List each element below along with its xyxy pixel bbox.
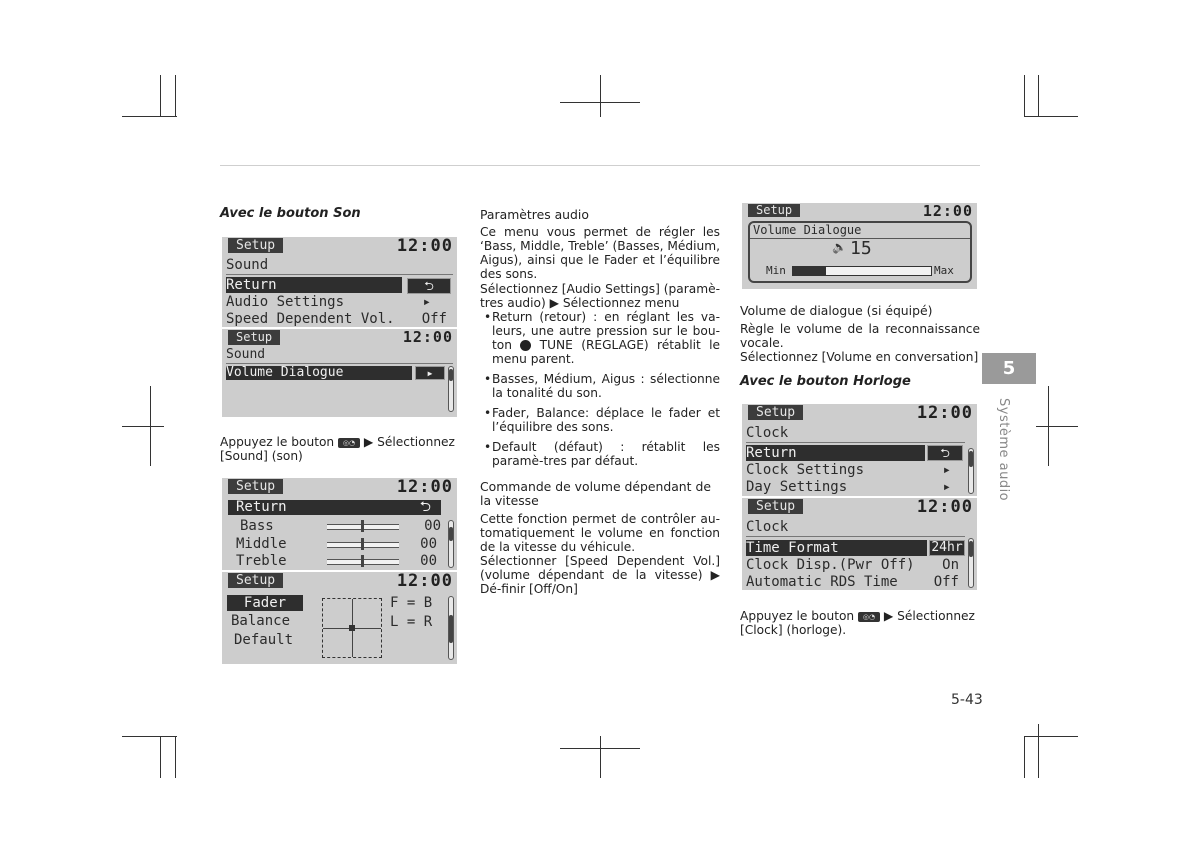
lcd-clock-settings [742, 498, 977, 590]
bullet-text: Default (défaut) : rétablit les paramè-tres par défaut. [492, 440, 720, 468]
crop-mark [160, 75, 161, 117]
lcd-header [742, 404, 977, 421]
menu-item-value[interactable]: 24hr [929, 540, 965, 556]
menu-item-label: Return [236, 499, 287, 515]
crop-mark [1024, 75, 1025, 117]
menu-item-value: On [942, 557, 959, 573]
lcd-header [742, 203, 977, 220]
section-title-speed-volume: Commande de volume dépendant de la vitesse [480, 479, 711, 508]
menu-item-label: Return [746, 445, 797, 461]
caption-text: ▶ Sélectionnez [363, 435, 455, 449]
bullet-dot: • [484, 372, 492, 386]
menu-item-clock-settings[interactable] [746, 462, 959, 478]
lcd-sound-volume-dialogue [222, 329, 457, 417]
menu-title: Sound [226, 347, 266, 362]
bass-slider[interactable] [327, 524, 399, 530]
menu-item-label: Clock Disp.(Pwr Off) [746, 557, 915, 573]
menu-item-clock-disp[interactable] [746, 557, 959, 573]
menu-title: Sound [226, 257, 269, 273]
paragraph: Sélectionnez [Volume en conversation] [740, 350, 979, 364]
scroll-thumb[interactable] [449, 615, 453, 643]
scrollbar[interactable] [968, 448, 974, 494]
lcd-header [222, 478, 457, 495]
menu-item-label: Return [226, 277, 277, 293]
page-number: 5-43 [951, 692, 983, 708]
crop-mark [175, 75, 176, 117]
setup-tag: Setup [228, 479, 283, 494]
menu-item-label: Automatic RDS Time [746, 574, 898, 590]
tone-value: 00 [420, 553, 437, 569]
return-icon[interactable]: ⮌ [927, 445, 963, 461]
sound-button-icon: ◎◔ [338, 438, 360, 448]
arrow-right-icon: ▸ [942, 462, 951, 478]
return-icon: ⮌ [419, 499, 431, 515]
menu-item-return[interactable] [226, 277, 402, 293]
divider [226, 363, 453, 364]
return-icon[interactable]: ⮌ [407, 278, 451, 294]
tone-label: Bass [240, 518, 274, 534]
divider [746, 442, 965, 443]
menu-item-return[interactable] [228, 500, 441, 515]
tune-label: TUNE [539, 338, 573, 352]
clock-display: 12:00 [922, 203, 973, 220]
crop-mark [122, 426, 164, 427]
caption-text: Appuyez le bouton [220, 435, 335, 449]
menu-item-balance[interactable] [231, 613, 290, 629]
menu-item-fader[interactable] [227, 595, 303, 611]
bullet-dot: • [484, 310, 492, 324]
panel-title: Volume Dialogue [753, 223, 862, 237]
caption-text: ▶ Sélectionnez [883, 609, 975, 623]
section-heading-clock: Avec le bouton Horloge [740, 374, 911, 389]
menu-item-label: Volume Dialogue [226, 365, 344, 380]
lcd-header [222, 572, 457, 589]
crop-mark [1024, 736, 1078, 737]
menu-title: Clock [746, 519, 789, 535]
bullet-return [480, 310, 720, 366]
tone-value: 00 [424, 518, 441, 534]
bullet-text: (REGLAGE) rétablit le menu parent. [492, 338, 720, 366]
volume-panel [748, 221, 972, 283]
lcd-sound-menu [222, 237, 457, 327]
divider [746, 536, 965, 537]
crop-mark [600, 736, 601, 778]
paragraph: Règle le volume de la reconnaissance vocale. [740, 322, 980, 350]
menu-item-volume-dialogue[interactable] [226, 366, 412, 380]
crop-mark [122, 736, 177, 737]
tune-knob-icon [520, 340, 531, 351]
section-title-voice-volume: Volume de dialogue (si équipé) [740, 303, 933, 318]
menu-item-value: Off [421, 311, 447, 327]
menu-item-label: Time Format [746, 540, 839, 556]
paragraph: Sélectionner [Speed Dependent Vol.] (volume dépendant de la vitesse) ▶ Dé-finir [Off/On] [480, 554, 720, 596]
menu-item-speed-dependent-vol[interactable] [226, 311, 451, 327]
lcd-volume-dialogue [742, 203, 977, 289]
menu-item-label: Balance [231, 613, 291, 629]
scrollbar[interactable] [448, 366, 454, 412]
section-title-audio-params: Paramètres audio [480, 207, 589, 222]
menu-item-audio-settings[interactable] [226, 294, 439, 310]
menu-item-label: Fader [243, 595, 287, 611]
scroll-thumb[interactable] [969, 541, 973, 557]
menu-item-default[interactable] [234, 632, 293, 648]
crop-mark [1024, 736, 1025, 778]
crop-mark [122, 116, 177, 117]
scroll-thumb[interactable] [449, 527, 453, 541]
lcd-header [742, 498, 977, 515]
scroll-thumb[interactable] [449, 369, 453, 381]
bullet-bass [480, 372, 720, 400]
scroll-thumb[interactable] [969, 451, 973, 467]
setup-tag: Setup [748, 405, 803, 420]
menu-item-time-format[interactable] [746, 540, 927, 556]
crop-mark [600, 75, 601, 117]
clock-display: 12:00 [396, 478, 453, 497]
crop-mark [1024, 116, 1078, 117]
chapter-tab: 5 [982, 353, 1036, 384]
crop-mark [1038, 75, 1039, 117]
arrow-right-icon: ▸ [422, 294, 431, 310]
crop-mark [160, 736, 161, 778]
crop-mark [560, 102, 640, 103]
crop-mark [1036, 426, 1078, 427]
crop-mark [560, 748, 640, 749]
slider-knob[interactable] [361, 520, 364, 532]
lcd-fader-balance [222, 572, 457, 664]
caption-text: [Clock] (horloge). [740, 623, 847, 637]
setup-tag: Setup [748, 204, 800, 217]
paragraph: Sélectionnez [Audio Settings] (paramè-tres audio) ▶ Sélectionnez menu [480, 282, 720, 310]
volume-fill [793, 267, 826, 275]
menu-item-label: Clock Settings [746, 462, 865, 478]
slider-knob[interactable] [361, 555, 364, 567]
menu-item-automatic-rds-time[interactable] [746, 574, 959, 590]
bullet-default [480, 440, 720, 468]
clock-display: 12:00 [402, 329, 453, 346]
setup-tag: Setup [228, 573, 283, 588]
tone-value: 00 [420, 536, 437, 552]
position-marker [349, 625, 355, 631]
bullet-text [492, 310, 720, 366]
speaker-icon: 🔈 [832, 240, 847, 254]
tone-label: Middle [236, 536, 287, 552]
section-heading-sound: Avec le bouton Son [220, 206, 361, 221]
arrow-right-icon: ▸ [942, 479, 951, 495]
menu-item-return[interactable] [746, 445, 925, 461]
paragraph: Ce menu vous permet de régler les ‘Bass, Middle, Treble’ (Basses, Médium, Aigus), ainsi que le Fader et l’équilibre des sons. [480, 225, 720, 281]
arrow-right-icon[interactable]: ▸ [415, 366, 445, 380]
caption-text: [Sound] (son) [220, 449, 303, 463]
menu-item-label: Audio Settings [226, 294, 345, 310]
caption-clock [740, 609, 985, 637]
balance-readout: L = R [390, 614, 433, 630]
menu-item-label: Speed Dependent Vol. [226, 311, 395, 327]
bullet-fader [480, 406, 720, 434]
treble-slider[interactable] [327, 559, 399, 565]
bullet-text: Return (retour) : en réglant les va-leurs, une autre pression sur le bou-ton [492, 310, 720, 352]
menu-title: Clock [746, 425, 789, 441]
clock-display: 12:00 [916, 498, 973, 517]
lcd-header [222, 329, 457, 346]
caption-sound [220, 435, 460, 463]
caption-text: Appuyez le bouton [740, 609, 855, 623]
crop-mark [1038, 724, 1039, 778]
max-label: Max [934, 264, 954, 277]
lcd-clock-menu [742, 404, 977, 496]
clock-button-icon: ◎◔ [858, 612, 880, 622]
clock-display: 12:00 [396, 572, 453, 591]
clock-display: 12:00 [396, 237, 453, 256]
menu-item-day-settings[interactable] [746, 479, 959, 495]
crop-mark [175, 736, 176, 778]
scrollbar[interactable] [448, 596, 454, 660]
lcd-header [222, 237, 457, 254]
scrollbar[interactable] [968, 538, 974, 588]
setup-tag: Setup [748, 499, 803, 514]
volume-bar[interactable] [792, 266, 932, 276]
bullet-dot: • [484, 440, 492, 454]
slider-knob[interactable] [361, 538, 364, 550]
setup-tag: Setup [228, 238, 283, 253]
bullet-dot: • [484, 406, 492, 420]
chapter-side-title: Système audio [996, 398, 1011, 502]
menu-item-label: Default [234, 632, 294, 648]
menu-item-label: Day Settings [746, 479, 848, 495]
tone-label: Treble [236, 553, 287, 569]
header-rule [220, 165, 980, 166]
volume-value: 15 [850, 238, 872, 259]
bullet-text: Basses, Médium, Aigus : sélectionne la tonalité du son. [492, 372, 720, 400]
fader-balance-grid[interactable] [322, 598, 382, 658]
bullet-text: Fader, Balance: déplace le fader et l’équilibre des sons. [492, 406, 720, 434]
paragraph: Cette fonction permet de contrôler au-tomatiquement le volume en fonction de la vitesse du véhicule. [480, 512, 720, 554]
middle-slider[interactable] [327, 542, 399, 548]
min-label: Min [766, 264, 786, 277]
lcd-tone-settings [222, 478, 457, 570]
clock-display: 12:00 [916, 404, 973, 423]
fader-readout: F = B [390, 595, 433, 611]
setup-tag: Setup [228, 330, 280, 345]
menu-item-value: Off [933, 574, 959, 590]
scrollbar[interactable] [448, 520, 454, 568]
divider [226, 274, 453, 275]
